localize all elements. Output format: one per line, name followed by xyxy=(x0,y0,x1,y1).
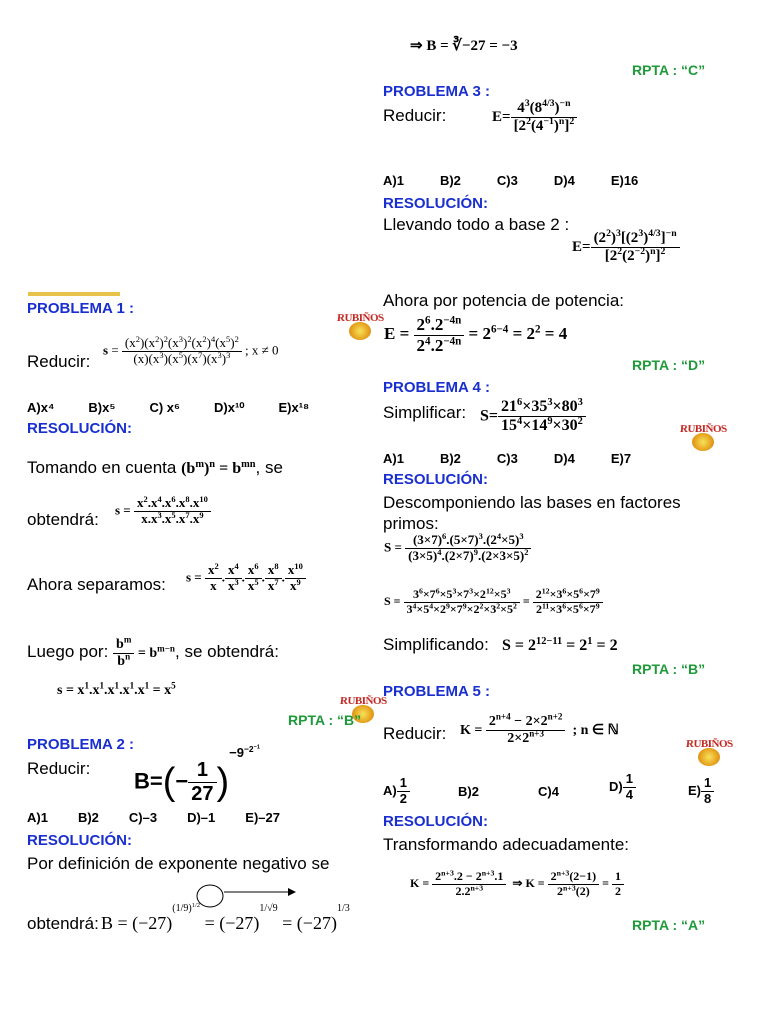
p4-step1a: Descomponiendo las bases en factores xyxy=(383,493,681,512)
p1-step1b: obtendrá: xyxy=(27,510,99,529)
p5-step1: Transformando adecuadamente: xyxy=(383,835,630,854)
p2-intro: Reducir: xyxy=(27,759,91,778)
p4-option-a[interactable]: A)1 xyxy=(383,451,404,466)
p1-step1-expr: s = $\frac{x^2.x^4.x^6.x^8.x^{10}}{x.x^3.x^5.x^7.x^9}$ xyxy=(115,496,211,527)
p2-option-e[interactable]: E)–27 xyxy=(245,810,280,825)
p3-expression: E= $\frac{4^3(8^{4/3})^{-n}}{[2^2(4^{-1})^n]^2}$ xyxy=(492,100,577,136)
rubinos-stamp-1 xyxy=(337,312,384,340)
p1-title: PROBLEMA 1 : xyxy=(27,300,134,317)
p3-option-d[interactable]: D)4 xyxy=(553,173,575,188)
p4-option-e[interactable]: E)7 xyxy=(610,451,632,466)
p2-option-c[interactable]: C)–3 xyxy=(128,810,158,825)
p2-resolution: RESOLUCIÓN: xyxy=(27,832,132,849)
p1-step2-expr: s = $\frac{x^2}{x}$ . $\frac{x^4}{x^3}$ . $\frac{x^6}{x^5}$ . $\frac{x^8}{x^7}$ . $\frac{x^{10}}{x^9}$ xyxy=(186,563,306,594)
p1-result: $s = x^1.x^1.x^1.x^1.x^1 = x^5$ xyxy=(57,680,176,698)
p5-expression: K = $\frac{2^{n+4} - 2\times 2^{n+2}}{2\times 2^{n+3}}$ ; n ∈ ℕ xyxy=(460,711,619,747)
p5-option-a[interactable]: A) $\frac{1}{2}$ xyxy=(383,776,410,807)
stamp-word: RUBIÑOS xyxy=(685,738,734,751)
p5-option-b[interactable]: B)2 xyxy=(458,784,479,799)
p1-step1: Tomando en cuenta $(b^m)^n = b^{mn}$, se xyxy=(27,458,283,477)
p1-intro: Reducir: xyxy=(27,352,91,371)
p3-option-e[interactable]: E)16 xyxy=(610,173,639,188)
p5-rpta: RPTA : “A” xyxy=(632,917,706,933)
p3-option-b[interactable]: B)2 xyxy=(439,173,461,188)
p4-options xyxy=(383,451,631,466)
p5-intro: Reducir: xyxy=(383,724,447,743)
p3-step2: Ahora por potencia de potencia: xyxy=(383,291,625,310)
p5-option-d[interactable]: D) $\frac{1}{4}$ xyxy=(609,772,636,803)
p2-title: PROBLEMA 2 : xyxy=(27,736,134,753)
p4-title: PROBLEMA 4 : xyxy=(383,379,490,396)
p4-result: $S = 2^{12-11} = 2^1 = 2$ xyxy=(502,635,618,654)
p5-solution: K = $\frac{2^{n+3}.2 - 2^{n+3}.1}{2.2^{n+3}}$ ⇒ K = $\frac{2^{n+3}(2-1)}{2^{n+3}(2)}$ = $\frac{1}{2}$ xyxy=(410,870,624,899)
p3-option-a[interactable]: A)1 xyxy=(383,173,404,188)
p4-option-b[interactable]: B)2 xyxy=(439,451,461,466)
p4-rpta: RPTA : “B” xyxy=(632,661,706,677)
p3-resolution: RESOLUCIÓN: xyxy=(383,195,488,212)
p2-step1: Por definición de exponente negativo se xyxy=(27,854,330,873)
p1-option-a[interactable]: A)x⁴ xyxy=(27,400,55,415)
p3-step1: Llevando todo a base 2 : xyxy=(383,215,570,234)
p1-option-d[interactable]: D)x¹⁰ xyxy=(214,400,245,415)
p2-step1b: obtendrá: xyxy=(27,914,99,933)
p4-step2: Simplificando: xyxy=(383,635,489,654)
p3-power-result: E = $\frac{2^6.2^{-4n}}{2^4.2^{-4n}}$ = $2^{6-4} = 2^2 = 4$ xyxy=(384,314,568,355)
stamp-word: RUBIÑOS xyxy=(679,423,728,436)
stamp-word: RUBIÑOS xyxy=(339,695,388,708)
p1-expression: s = $\frac{(x^2)(x^2)^2(x^3)^2(x^2)^4(x^5)^2}{(x)(x^3)(x^5)(x^7)(x^3)^3}$ ; x ≠ 0 xyxy=(103,333,279,366)
p5-option-e[interactable]: E) $\frac{1}{8}$ xyxy=(688,776,714,807)
arrow-annotation xyxy=(190,878,300,908)
p4-step1b: primos: xyxy=(383,514,439,533)
p1-rpta: RPTA : “B” xyxy=(288,712,362,728)
p2-step1-expr: $B = (-27)^{(1/9)^{1/2}} = (-27)^{1/√9} = (-27)^{1/3}$ xyxy=(101,902,350,933)
p1-options xyxy=(27,400,309,416)
top-result: ⇒ B = ∛−27 = −3 xyxy=(410,38,518,54)
p1-resolution: RESOLUCIÓN: xyxy=(27,420,132,437)
p3-options xyxy=(383,173,638,188)
p1-option-e[interactable]: E)x¹⁸ xyxy=(278,400,310,415)
p4-expression: S= $\frac{21^6\times 35^3\times 80^3}{15^4\times 14^9\times 30^2}$ xyxy=(480,398,586,436)
rubinos-stamp-3 xyxy=(686,738,733,766)
p3-intro: Reducir: xyxy=(383,106,447,125)
p2-options xyxy=(27,810,280,825)
rpta-c: RPTA : “C” xyxy=(632,62,706,78)
p3-expression-base2: E= $\frac{(2^2)^3[(2^3)^{4/3}]^{-n}}{[2^2(2^{-2})^n]^2}$ xyxy=(572,230,680,266)
p2-expression: B=(− $\frac{1}{27}$ )$^{-9^{-2^{-1}}}$ xyxy=(134,744,260,806)
rubinos-stamp-2 xyxy=(680,423,727,451)
p1-rule-quotient: $\frac{b^m}{b^n}$ = $b^{m-n}$ xyxy=(113,646,175,661)
p1-option-c[interactable]: C) x⁶ xyxy=(149,400,180,415)
p3-rpta: RPTA : “D” xyxy=(632,357,706,373)
p2-option-d[interactable]: D)–1 xyxy=(187,810,216,825)
p4-resolution: RESOLUCIÓN: xyxy=(383,471,488,488)
p4-intro: Simplificar: xyxy=(383,403,467,422)
p4-factorized: S = $\frac{(3\times 7)^6.(5\times 7)^3.(2^4\times 5)^3}{(3\times 5)^4.(2\times 7)^9.(2\times 3\times 5)^2}$ xyxy=(384,533,531,564)
p1-step3: Luego por: $\frac{b^m}{b^n}$ = $b^{m-n}$, se obtendrá: xyxy=(27,634,279,670)
p1-option-b[interactable]: B)x⁵ xyxy=(88,400,116,415)
p5-title: PROBLEMA 5 : xyxy=(383,683,490,700)
p1-step2: Ahora separamos: xyxy=(27,575,166,594)
p4-option-d[interactable]: D)4 xyxy=(553,451,575,466)
stamp-word: RUBIÑOS xyxy=(336,312,385,325)
decorative-bar xyxy=(28,292,120,296)
p4-option-c[interactable]: C)3 xyxy=(496,451,518,466)
p3-option-c[interactable]: C)3 xyxy=(496,173,518,188)
p2-option-b[interactable]: B)2 xyxy=(77,810,99,825)
p3-title: PROBLEMA 3 : xyxy=(383,83,490,100)
p4-expanded: S = $\frac{3^6\times 7^6\times 5^3\times 7^3\times 2^{12}\times 5^3}{3^4\times 5^4\times 2^9\times 7^9\times 2^2\times 3^2\times 5^2}$ = $\frac{2^{12}\times 3^6\times 5^6\times 7^9}{2^{11}\times 3^6\times 5^6\times 7^9}$ xyxy=(384,588,603,617)
p5-option-c[interactable]: C)4 xyxy=(538,784,559,799)
p1-rule-power: $(b^m)^n = b^{mn}$ xyxy=(181,458,256,477)
p5-resolution: RESOLUCIÓN: xyxy=(383,813,488,830)
p2-option-a[interactable]: A)1 xyxy=(27,810,48,825)
